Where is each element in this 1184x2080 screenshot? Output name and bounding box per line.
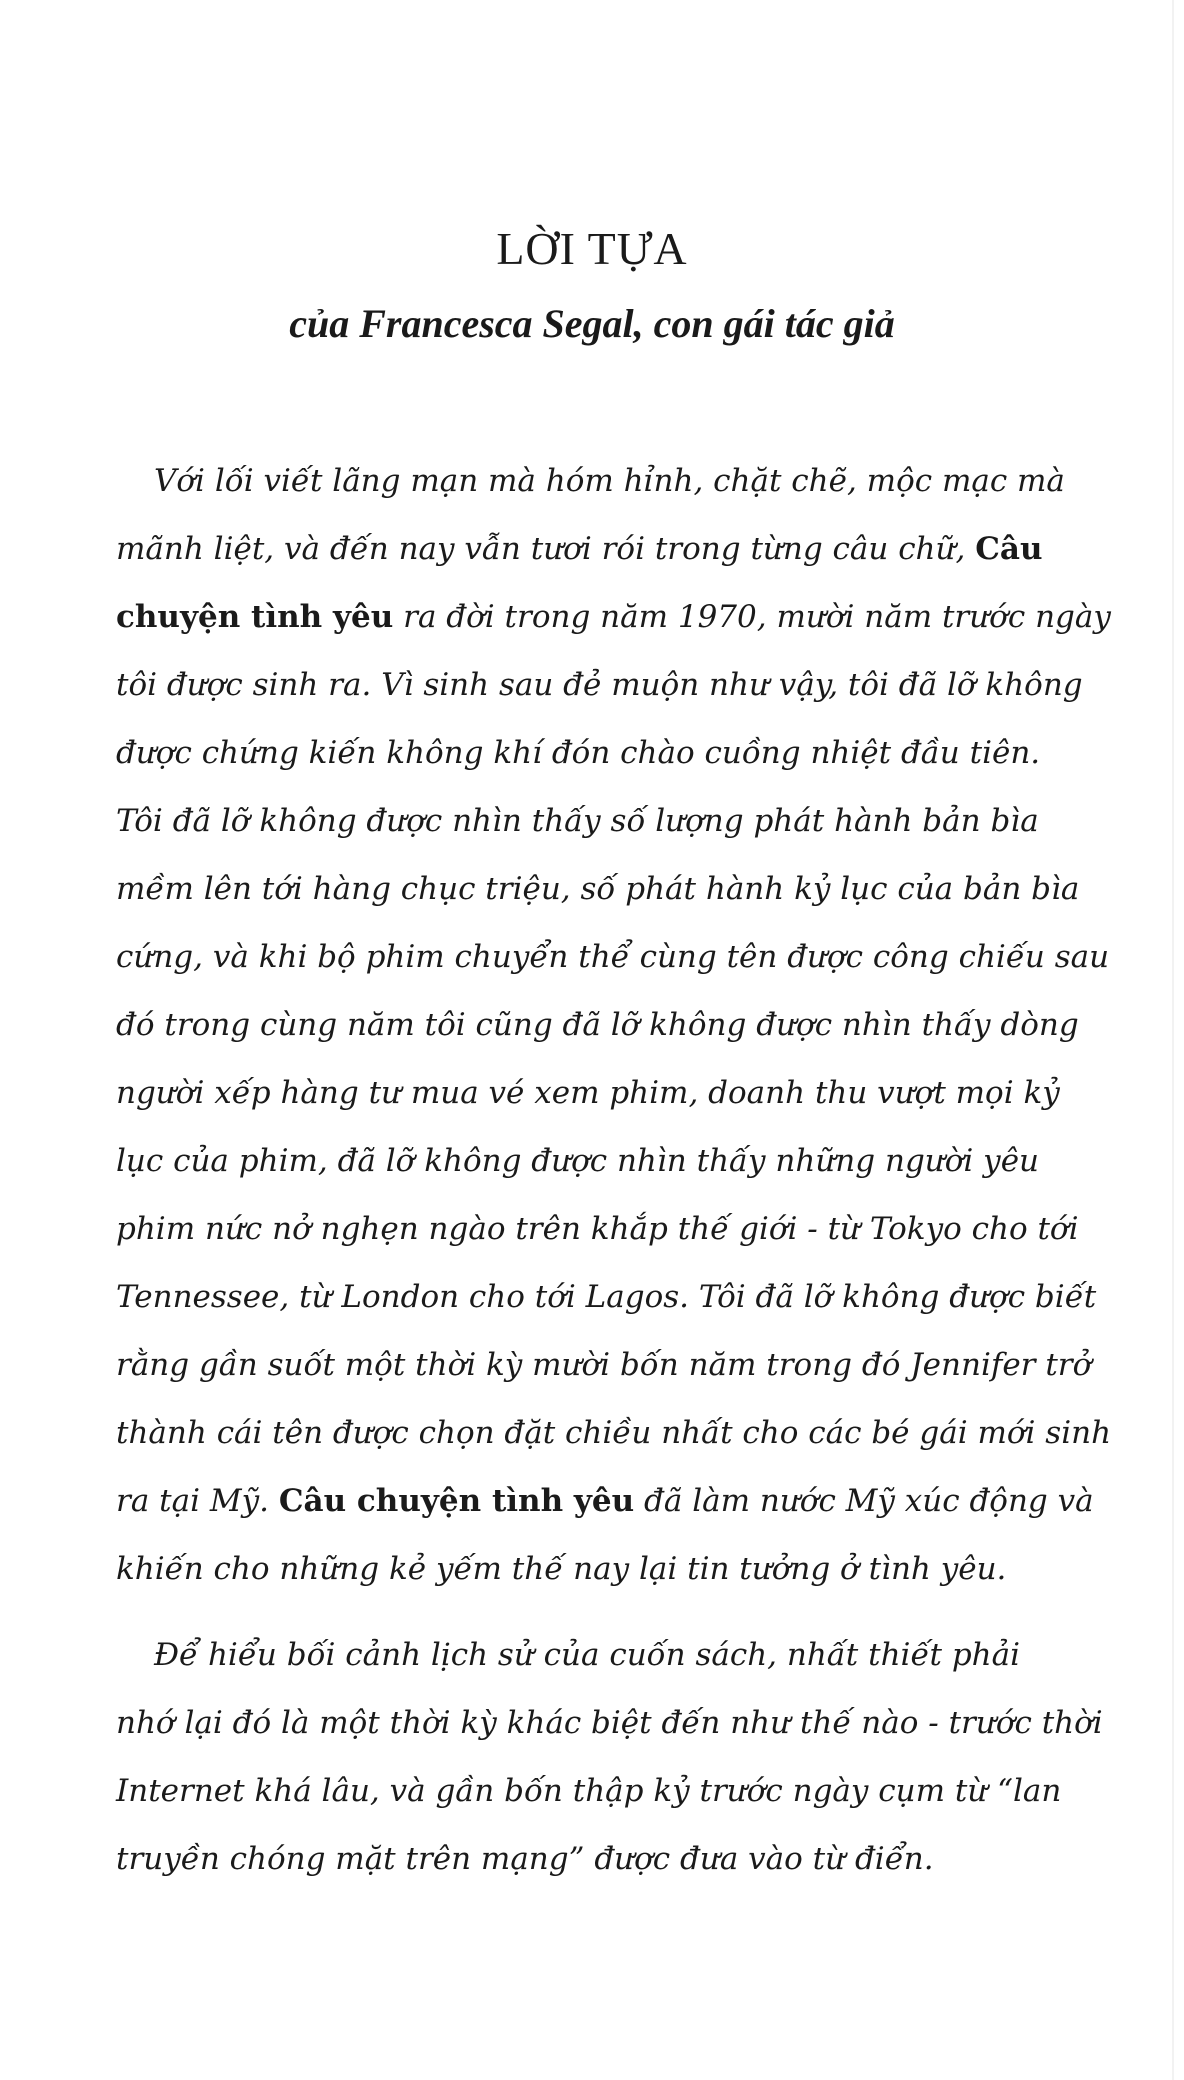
text-run: ra tại Mỹ. xyxy=(116,1483,279,1519)
text-line xyxy=(116,991,1084,1059)
paragraph-gap xyxy=(116,1603,1084,1621)
text-line xyxy=(116,1535,1084,1603)
text-line xyxy=(116,651,1084,719)
text-line xyxy=(116,515,1084,583)
text-run: nhớ lại đó là một thời kỳ khác biệt đến như thế nào - trước thời xyxy=(116,1705,1103,1741)
text-run: Để hiểu bối cảnh lịch sử của cuốn sách, nhất thiết phải xyxy=(154,1637,1021,1673)
text-line xyxy=(116,719,1084,787)
text-line xyxy=(116,1467,1094,1535)
page-title: LỜI TỰA xyxy=(496,223,688,274)
book-title-emphasis: Câu xyxy=(975,531,1043,567)
text-line xyxy=(116,1059,1084,1127)
text-run: mãnh liệt, và đến nay vẫn tươi rói trong từng câu chữ, xyxy=(116,531,976,567)
text-run: mềm lên tới hàng chục triệu, số phát hành kỷ lục của bản bìa xyxy=(116,871,1080,907)
text-line xyxy=(116,1757,1084,1825)
text-run: Tôi đã lỡ không được nhìn thấy số lượng phát hành bản bìa xyxy=(116,803,1039,839)
text-run: cứng, và khi bộ phim chuyển thể cùng tên được công chiếu sau xyxy=(116,939,1110,975)
text-run: truyền chóng mặt trên mạng” được đưa vào từ điển. xyxy=(116,1841,934,1877)
text-run: tôi được sinh ra. Vì sinh sau đẻ muộn như vậy, tôi đã lỡ không xyxy=(116,667,1083,703)
text-line xyxy=(116,447,1084,515)
text-run: đã làm nước Mỹ xúc động và xyxy=(634,1483,1094,1519)
text-run: được chứng kiến không khí đón chào cuồng nhiệt đầu tiên. xyxy=(116,735,1041,771)
text-run: thành cái tên được chọn đặt chiều nhất cho các bé gái mới sinh xyxy=(116,1415,1112,1451)
book-title-emphasis: Câu chuyện tình yêu xyxy=(278,1483,635,1519)
paragraph-1 xyxy=(116,447,1112,1603)
text-line xyxy=(116,1621,1084,1689)
text-run: lục của phim, đã lỡ không được nhìn thấy những người yêu xyxy=(116,1143,1040,1179)
book-title-emphasis: chuyện tình yêu xyxy=(116,599,394,635)
text-line xyxy=(116,1689,1103,1757)
paragraph-2 xyxy=(116,1621,1103,1893)
text-run: khiến cho những kẻ yếm thế nay lại tin tưởng ở tình yêu. xyxy=(116,1551,1007,1587)
text-run: Internet khá lâu, và gần bốn thập kỷ trước ngày cụm từ “lan xyxy=(116,1773,1062,1809)
text-run: phim nức nở nghẹn ngào trên khắp thế giới - từ Tokyo cho tới xyxy=(116,1211,1079,1247)
text-line xyxy=(116,923,1110,991)
text-line xyxy=(116,1399,1112,1467)
text-run: đó trong cùng năm tôi cũng đã lỡ không được nhìn thấy dòng xyxy=(116,1007,1079,1043)
text-line xyxy=(116,855,1084,923)
text-line xyxy=(116,787,1084,855)
text-line xyxy=(116,1263,1097,1331)
body-text xyxy=(116,447,1112,1893)
text-line xyxy=(116,583,1111,651)
page-edge-line xyxy=(1172,0,1174,2080)
text-run: ra đời trong năm 1970, mười năm trước ngày xyxy=(393,599,1111,635)
text-line xyxy=(116,1825,1084,1893)
text-line xyxy=(116,1127,1084,1195)
page-subtitle: của Francesca Segal, con gái tác giả xyxy=(289,301,895,346)
text-run: rằng gần suốt một thời kỳ mười bốn năm trong đó Jennifer trở xyxy=(116,1347,1092,1383)
text-line xyxy=(116,1331,1092,1399)
text-run: người xếp hàng tư mua vé xem phim, doanh thu vượt mọi kỷ xyxy=(116,1075,1060,1111)
text-line xyxy=(116,1195,1084,1263)
text-run: Với lối viết lãng mạn mà hóm hỉnh, chặt chẽ, mộc mạc mà xyxy=(154,463,1065,499)
text-run: Tennessee, từ London cho tới Lagos. Tôi đã lỡ không được biết xyxy=(116,1279,1097,1315)
